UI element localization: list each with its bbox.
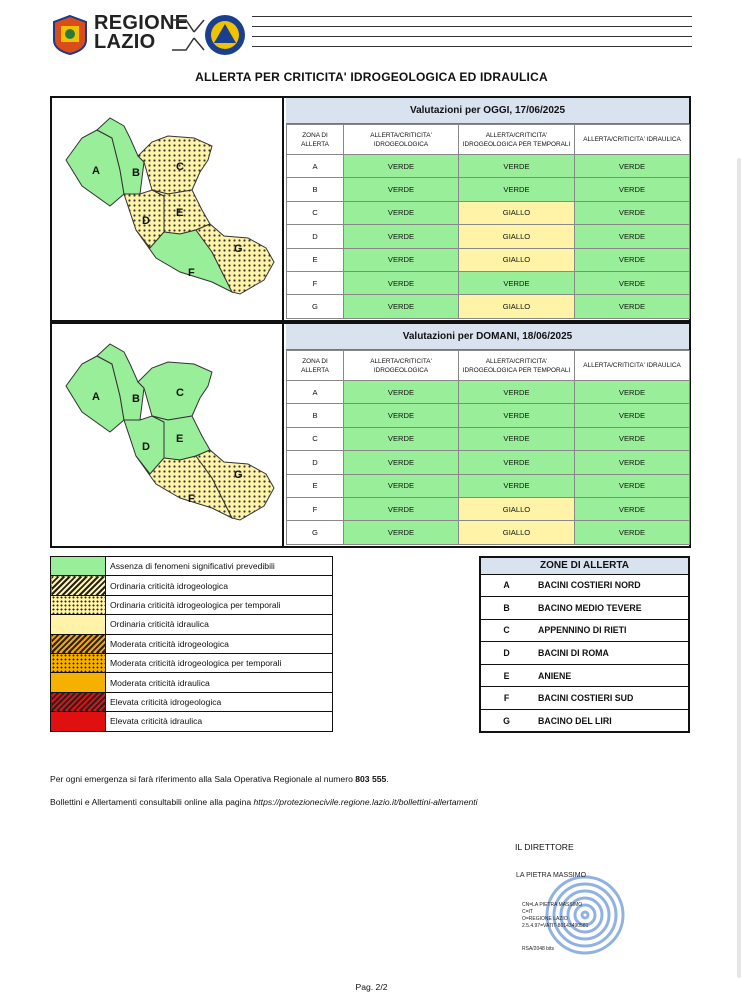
table-row: [287, 404, 690, 427]
col-idraulica: ALLERTA/CRITICITA' IDRAULICA: [575, 125, 690, 155]
zone-code: G: [480, 710, 532, 733]
idraulica-cell: VERDE: [575, 201, 690, 224]
table-row: [287, 178, 690, 201]
emergency-text: Per ogni emergenza si farà riferimento alla Sala Operativa Regionale al numero: [50, 774, 353, 784]
brand-arrows-icon: [168, 14, 208, 56]
idraulica-cell: VERDE: [575, 404, 690, 427]
legend-row: [51, 692, 333, 711]
zone-name: BACINI COSTIERI NORD: [532, 574, 689, 597]
table-row: [287, 451, 690, 474]
legend-label: Elevata criticità idrogeologica: [106, 692, 333, 711]
table-row: [287, 521, 690, 544]
legend-row: [51, 634, 333, 653]
zone-cell: C: [287, 427, 344, 450]
bulletins-text: Bollettini e Allertamenti consultabili online alla pagina: [50, 797, 252, 807]
idraulica-cell: VERDE: [575, 427, 690, 450]
tomorrow-forecast-table: [286, 324, 689, 545]
zone-cell: A: [287, 381, 344, 404]
table-row: [287, 155, 690, 178]
temporali-cell: VERDE: [459, 427, 575, 450]
zone-name: BACINO MEDIO TEVERE: [532, 597, 689, 620]
zone-cell: E: [287, 474, 344, 497]
legend-label: Assenza di fenomeni significativi prevedibili: [106, 557, 333, 576]
today-forecast-block: [50, 96, 691, 322]
zone-name: BACINO DEL LIRI: [532, 710, 689, 733]
legend-row: [51, 576, 333, 595]
idrogeologica-cell: VERDE: [344, 497, 459, 520]
map-label-e: E: [176, 433, 184, 445]
tomorrow-forecast-block: [50, 322, 691, 548]
idraulica-cell: VERDE: [575, 521, 690, 544]
zone-row: [480, 619, 689, 642]
idrogeologica-cell: VERDE: [344, 521, 459, 544]
legend-label: Moderata criticità idraulica: [106, 673, 333, 692]
table-row: [287, 201, 690, 224]
temporali-cell: VERDE: [459, 451, 575, 474]
director-label: IL DIRETTORE: [515, 842, 574, 852]
map-zone-c: [138, 136, 212, 194]
legend-swatch-hatch-orange: [51, 634, 106, 653]
stamp-line: 2.5.4.97=VATIT-80143490581: [522, 923, 589, 929]
zone-code: D: [480, 642, 532, 665]
temporali-cell: VERDE: [459, 155, 575, 178]
map-label-d: D: [142, 215, 150, 227]
idraulica-cell: VERDE: [575, 271, 690, 294]
map-label-c: C: [176, 161, 184, 173]
col-temporali: ALLERTA/CRITICITA' IDROGEOLOGICA PER TEMPORALI: [459, 351, 575, 381]
col-idrogeologica: ALLERTA/CRITICITA' IDROGEOLOGICA: [344, 125, 459, 155]
map-zone-c: [138, 362, 212, 420]
legend-label: Moderata criticità idrogeologica: [106, 634, 333, 653]
table-row: [287, 497, 690, 520]
map-label-a: A: [92, 391, 100, 403]
zones-title: ZONE DI ALLERTA: [480, 557, 689, 574]
document-title: ALLERTA PER CRITICITA' IDROGEOLOGICA ED IDRAULICA: [195, 70, 548, 84]
legend-row: [51, 653, 333, 672]
legend-swatch-hatch-red: [51, 692, 106, 711]
temporali-cell: VERDE: [459, 404, 575, 427]
legend-swatch-hatch-yellow: [51, 576, 106, 595]
legend-row: [51, 595, 333, 614]
temporali-cell: VERDE: [459, 271, 575, 294]
idraulica-cell: VERDE: [575, 497, 690, 520]
zone-row: [480, 687, 689, 710]
idrogeologica-cell: VERDE: [344, 381, 459, 404]
col-idrogeologica: ALLERTA/CRITICITA' IDROGEOLOGICA: [344, 351, 459, 381]
zone-code: B: [480, 597, 532, 620]
map-label-e: E: [176, 207, 184, 219]
temporali-cell: GIALLO: [459, 295, 575, 318]
table-row: [287, 295, 690, 318]
idrogeologica-cell: VERDE: [344, 474, 459, 497]
legend-swatch-red: [51, 712, 106, 731]
zone-code: A: [480, 574, 532, 597]
temporali-cell: VERDE: [459, 381, 575, 404]
idrogeologica-cell: VERDE: [344, 178, 459, 201]
idrogeologica-cell: VERDE: [344, 295, 459, 318]
legend-label: Ordinaria criticità idrogeologica per temporali: [106, 595, 333, 614]
col-idraulica: ALLERTA/CRITICITA' IDRAULICA: [575, 351, 690, 381]
zone-name: ANIENE: [532, 664, 689, 687]
tomorrow-title: Valutazioni per DOMANI, 18/06/2025: [286, 324, 689, 350]
map-label-d: D: [142, 441, 150, 453]
zone-name: BACINI COSTIERI SUD: [532, 687, 689, 710]
idrogeologica-cell: VERDE: [344, 248, 459, 271]
temporali-cell: GIALLO: [459, 497, 575, 520]
brand-line2: LAZIO: [94, 31, 156, 53]
idrogeologica-cell: VERDE: [344, 225, 459, 248]
zone-cell: F: [287, 497, 344, 520]
idraulica-cell: VERDE: [575, 381, 690, 404]
legend-swatch-orange: [51, 673, 106, 692]
idrogeologica-cell: VERDE: [344, 271, 459, 294]
tomorrow-map-svg: [52, 324, 284, 546]
idraulica-cell: VERDE: [575, 474, 690, 497]
header-lines: [252, 16, 692, 56]
temporali-cell: VERDE: [459, 178, 575, 201]
idrogeologica-cell: VERDE: [344, 155, 459, 178]
zone-name: APPENNINO DI RIETI: [532, 619, 689, 642]
signature-name: LA PIETRA MASSIMO: [516, 872, 587, 879]
scrollbar[interactable]: [737, 158, 741, 978]
signature-seal-icon: [544, 874, 626, 956]
map-label-b: B: [132, 167, 140, 179]
stamp-line: O=REGIONE LAZIO: [522, 916, 568, 922]
zone-cell: D: [287, 451, 344, 474]
bulletins-note: [50, 797, 478, 807]
table-row: [287, 474, 690, 497]
temporali-cell: GIALLO: [459, 521, 575, 544]
legend-label: Ordinaria criticità idraulica: [106, 615, 333, 634]
temporali-cell: GIALLO: [459, 248, 575, 271]
tomorrow-rows: [287, 381, 690, 545]
legend-row: [51, 712, 333, 731]
idrogeologica-cell: VERDE: [344, 427, 459, 450]
zone-code: C: [480, 619, 532, 642]
zone-code: E: [480, 664, 532, 687]
legend-label: Ordinaria criticità idrogeologica: [106, 576, 333, 595]
zone-cell: A: [287, 155, 344, 178]
brand-line1: REGIONE: [94, 12, 189, 34]
alert-zones-table: [479, 556, 690, 733]
today-rows: [287, 155, 690, 319]
idraulica-cell: VERDE: [575, 225, 690, 248]
zone-cell: C: [287, 201, 344, 224]
stamp-line: C=IT: [522, 909, 533, 915]
legend-table: [50, 556, 333, 732]
legend-label: Moderata criticità idrogeologica per temporali: [106, 653, 333, 672]
zone-row: [480, 574, 689, 597]
tomorrow-zone-map: [52, 324, 284, 546]
idrogeologica-cell: VERDE: [344, 201, 459, 224]
temporali-cell: VERDE: [459, 474, 575, 497]
map-label-g: G: [234, 243, 243, 255]
today-title: Valutazioni per OGGI, 17/06/2025: [286, 98, 689, 124]
zone-cell: G: [287, 521, 344, 544]
idraulica-cell: VERDE: [575, 248, 690, 271]
zone-cell: F: [287, 271, 344, 294]
table-row: [287, 381, 690, 404]
legend-row: [51, 673, 333, 692]
emergency-number: 803 555: [355, 774, 387, 784]
table-row: [287, 427, 690, 450]
today-map-svg: [52, 98, 284, 320]
zone-row: [480, 664, 689, 687]
map-label-a: A: [92, 165, 100, 177]
idrogeologica-cell: VERDE: [344, 404, 459, 427]
legend-label: Elevata criticità idraulica: [106, 712, 333, 731]
idrogeologica-cell: VERDE: [344, 451, 459, 474]
today-zone-map: [52, 98, 284, 320]
table-row: [287, 271, 690, 294]
col-zona: ZONA DI ALLERTA: [287, 125, 344, 155]
col-zona: ZONA DI ALLERTA: [287, 351, 344, 381]
idraulica-cell: VERDE: [575, 178, 690, 201]
table-row: [287, 248, 690, 271]
protezione-civile-logo-icon: [204, 14, 246, 56]
legend-swatch-green: [51, 557, 106, 576]
stamp-algorithm: RSA/2048 bits: [522, 946, 554, 952]
zone-name: BACINI DI ROMA: [532, 642, 689, 665]
col-temporali: ALLERTA/CRITICITA' IDROGEOLOGICA PER TEMPORALI: [459, 125, 575, 155]
zone-cell: B: [287, 178, 344, 201]
zone-cell: D: [287, 225, 344, 248]
regione-lazio-emblem-icon: [50, 14, 90, 56]
legend-swatch-dots-yellow: [51, 595, 106, 614]
map-label-c: C: [176, 387, 184, 399]
zone-cell: E: [287, 248, 344, 271]
zone-cell: B: [287, 404, 344, 427]
today-forecast-table: [286, 98, 689, 319]
table-row: [287, 225, 690, 248]
zone-row: [480, 710, 689, 733]
map-label-b: B: [132, 393, 140, 405]
emergency-note: [50, 774, 389, 784]
temporali-cell: GIALLO: [459, 225, 575, 248]
legend-row: [51, 557, 333, 576]
stamp-line: CN=LA PIETRA MASSIMO: [522, 902, 583, 908]
idraulica-cell: VERDE: [575, 451, 690, 474]
map-label-f: F: [188, 267, 195, 279]
zone-row: [480, 597, 689, 620]
bulletins-link[interactable]: https://protezionecivile.regione.lazio.it/bollettini-allertamenti: [253, 797, 478, 807]
map-label-f: F: [188, 493, 195, 505]
digital-signature: [516, 872, 626, 958]
legend-row: [51, 615, 333, 634]
temporali-cell: GIALLO: [459, 201, 575, 224]
page-number: Pag. 2/2: [355, 982, 388, 992]
legend-swatch-yellow: [51, 615, 106, 634]
zone-code: F: [480, 687, 532, 710]
legend-swatch-dots-orange: [51, 653, 106, 672]
document-header: [50, 12, 692, 60]
idraulica-cell: VERDE: [575, 295, 690, 318]
zone-row: [480, 642, 689, 665]
map-label-g: G: [234, 469, 243, 481]
zone-cell: G: [287, 295, 344, 318]
emergency-end: .: [386, 774, 389, 784]
idraulica-cell: VERDE: [575, 155, 690, 178]
